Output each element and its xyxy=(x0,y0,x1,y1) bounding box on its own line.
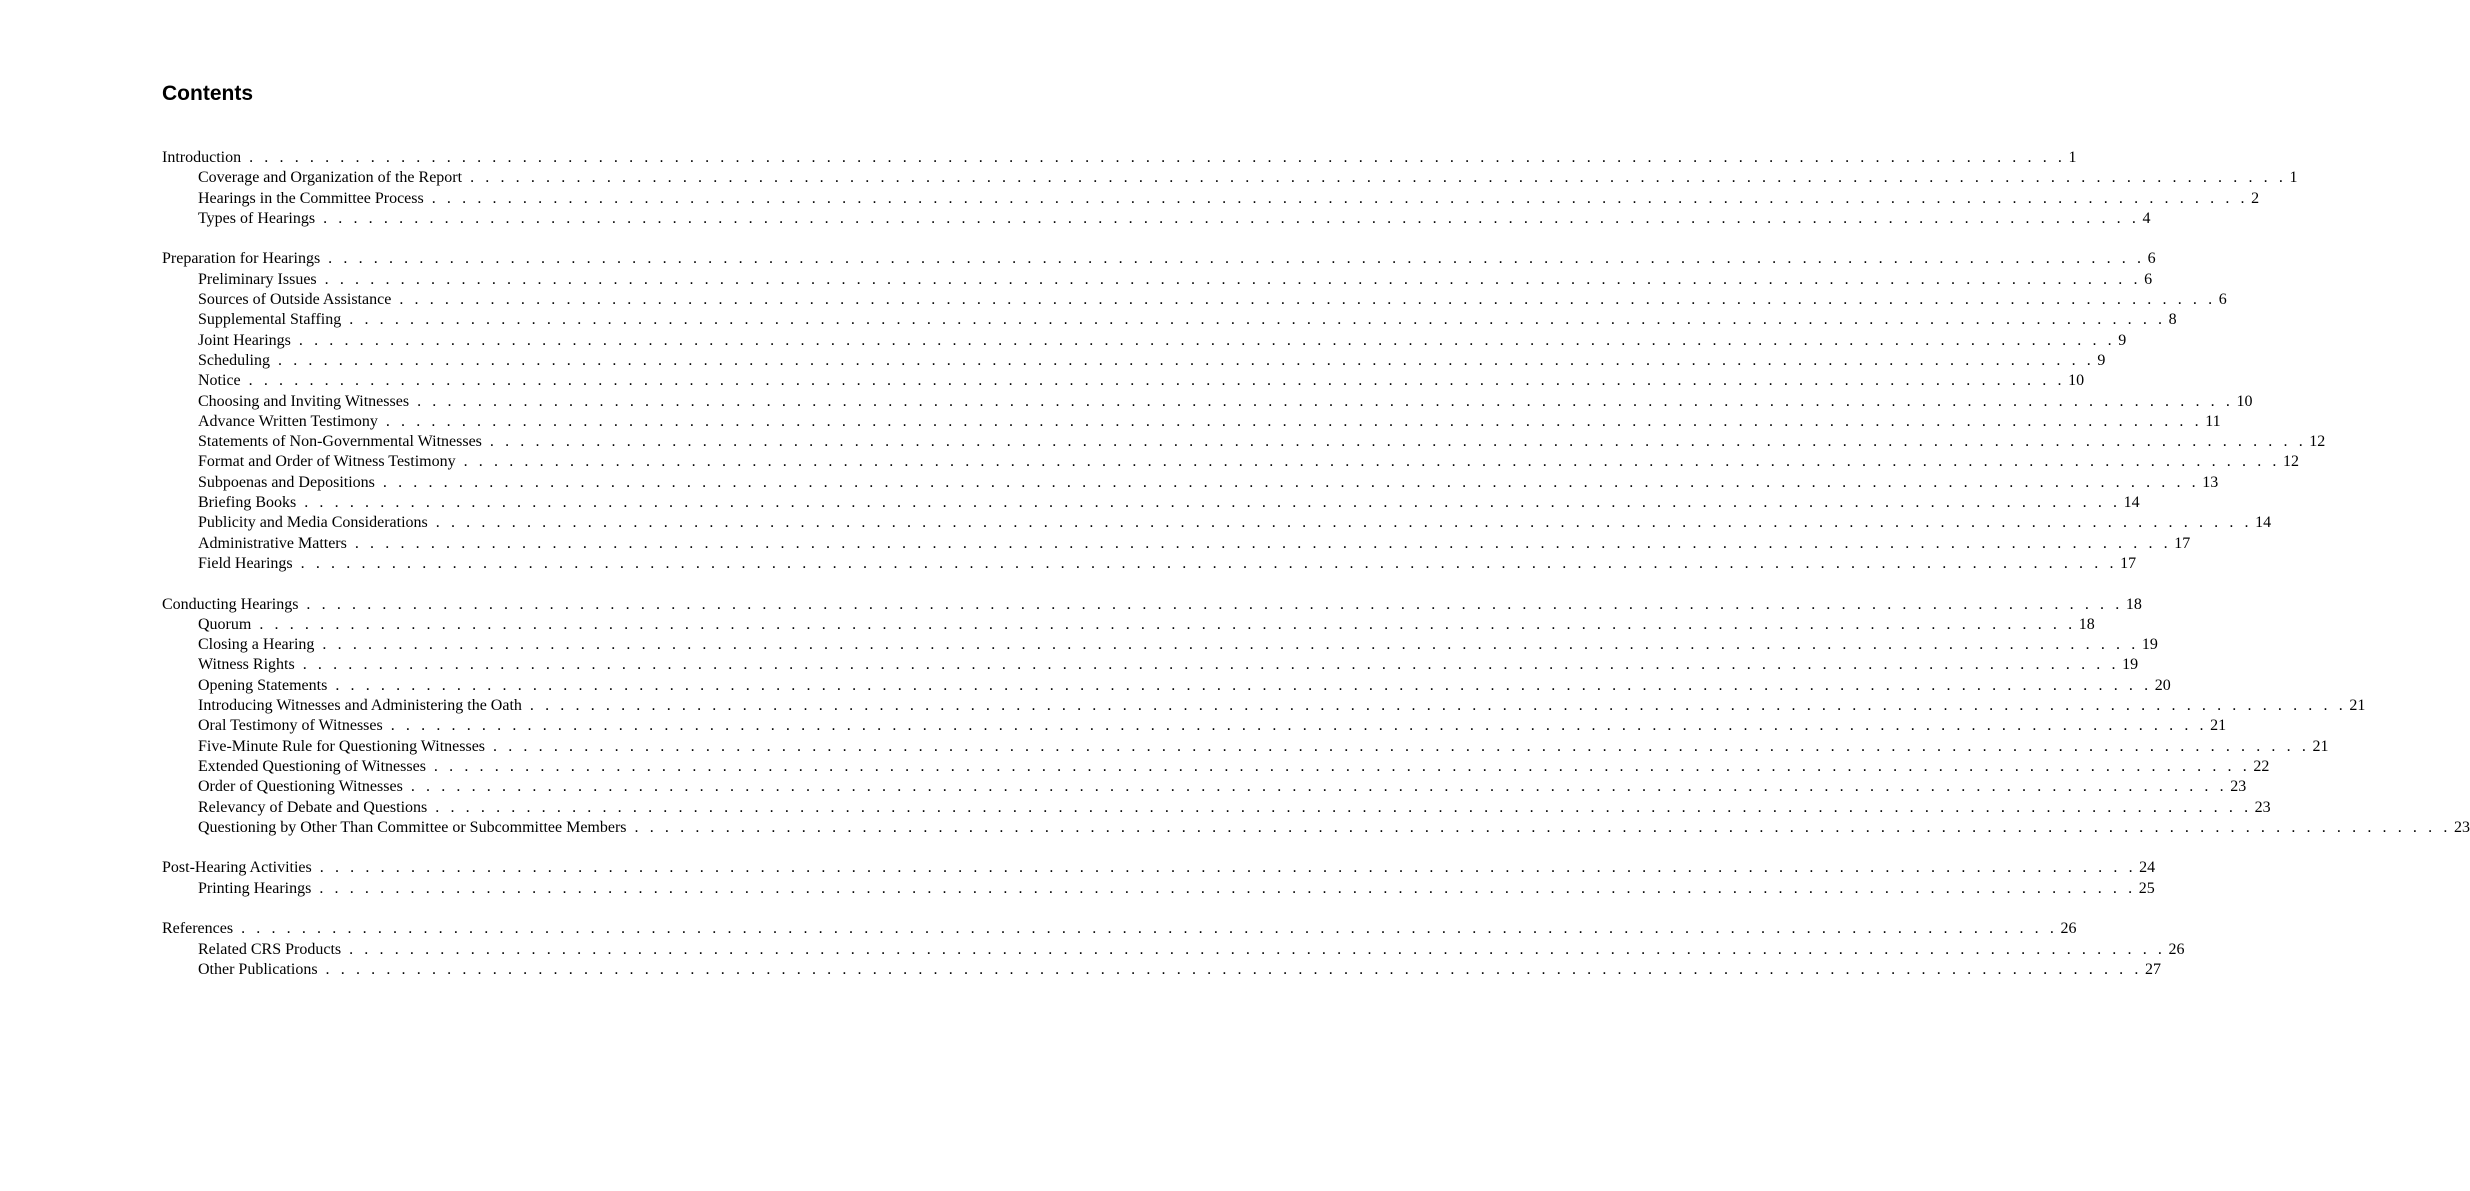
toc-page-number: 8 xyxy=(2168,311,2177,329)
dot-leader: . . . . . . . . . . . . . . . . . . . . . . . . . . . . . . . . . . . . . . . . . . . . . . . . . . . . . . . . . . . . . . . . . . . . . . . . . . . . . . . . . . . . . . . . . . . . . . . . . . . . . . . . . . . . . . . . . . . . . . . . xyxy=(385,412,2203,430)
toc-entry-title: Printing Hearings xyxy=(198,879,312,897)
toc-entry[interactable] xyxy=(162,249,2156,269)
toc-entry[interactable] xyxy=(162,919,2077,939)
toc-subentry[interactable] xyxy=(162,290,2227,310)
toc-subentry[interactable] xyxy=(162,209,2151,229)
toc-section xyxy=(162,249,2326,574)
dot-leader: . . . . . . . . . . . . . . . . . . . . . . . . . . . . . . . . . . . . . . . . . . . . . . . . . . . . . . . . . . . . . . . . . . . . . . . . . . . . . . . . . . . . . . . . . . . . . . . . . . . . . . . . . . . . . . . . . . . . . . . . xyxy=(529,697,2347,715)
toc-page-number: 12 xyxy=(2283,453,2300,471)
toc-page-number: 1 xyxy=(2289,169,2298,187)
toc-page-number: 10 xyxy=(2068,372,2085,390)
dot-leader: . . . . . . . . . . . . . . . . . . . . . . . . . . . . . . . . . . . . . . . . . . . . . . . . . . . . . . . . . . . . . . . . . . . . . . . . . . . . . . . . . . . . . . . . . . . . . . . . . . . . . . . . . . . . . . . . . . . . . . . . xyxy=(278,351,2095,369)
toc-entry-title: Quorum xyxy=(198,615,252,633)
toc-subentry[interactable] xyxy=(162,513,2272,533)
dot-leader: . . . . . . . . . . . . . . . . . . . . . . . . . . . . . . . . . . . . . . . . . . . . . . . . . . . . . . . . . . . . . . . . . . . . . . . . . . . . . . . . . . . . . . . . . . . . . . . . . . . . . . . . . . . . . . . . . . . . . . . . xyxy=(319,859,2137,877)
toc-entry-title: Briefing Books xyxy=(198,494,297,512)
toc-entry-title: Administrative Matters xyxy=(198,534,347,552)
toc-subentry[interactable] xyxy=(162,392,2253,412)
toc-subentry[interactable] xyxy=(162,412,2221,432)
dot-leader: . . . . . . . . . . . . . . . . . . . . . . . . . . . . . . . . . . . . . . . . . . . . . . . . . . . . . . . . . . . . . . . . . . . . . . . . . . . . . . . . . . . . . . . . . . . . . . . . . . . . . . . . . . . . . . . . . . . . . . . . xyxy=(328,250,2145,268)
dot-leader: . . . . . . . . . . . . . . . . . . . . . . . . . . . . . . . . . . . . . . . . . . . . . . . . . . . . . . . . . . . . . . . . . . . . . . . . . . . . . . . . . . . . . . . . . . . . . . . . . . . . . . . . . . . . . . . . . . . . . . . . xyxy=(410,778,2228,796)
toc-page-number: 17 xyxy=(2120,554,2137,572)
dot-leader: . . . . . . . . . . . . . . . . . . . . . . . . . . . . . . . . . . . . . . . . . . . . . . . . . . . . . . . . . . . . . . . . . . . . . . . . . . . . . . . . . . . . . . . . . . . . . . . . . . . . . . . . . . . . . . . . . . . . . . . . xyxy=(390,717,2208,735)
toc-entry-title: Introducing Witnesses and Administering the Oath xyxy=(198,697,522,715)
toc-entry-title: Sources of Outside Assistance xyxy=(198,291,392,309)
toc-subentry[interactable] xyxy=(162,757,2270,777)
dot-leader: . . . . . . . . . . . . . . . . . . . . . . . . . . . . . . . . . . . . . . . . . . . . . . . . . . . . . . . . . . . . . . . . . . . . . . . . . . . . . . . . . . . . . . . . . . . . . . . . . . . . . . . . . . . . . . . . . . . . . . . . xyxy=(417,392,2234,410)
toc-section xyxy=(162,148,2298,229)
dot-leader: . . . . . . . . . . . . . . . . . . . . . . . . . . . . . . . . . . . . . . . . . . . . . . . . . . . . . . . . . . . . . . . . . . . . . . . . . . . . . . . . . . . . . . . . . . . . . . . . . . . . . . . . . . . . . . . . . . . . . . . . xyxy=(298,331,2116,349)
toc-page-number: 9 xyxy=(2118,331,2127,349)
toc-page-number: 6 xyxy=(2147,250,2156,268)
toc-entry-title: Choosing and Inviting Witnesses xyxy=(198,392,410,410)
toc-subentry[interactable] xyxy=(162,737,2329,757)
toc-subentry[interactable] xyxy=(162,798,2271,818)
toc-subentry[interactable] xyxy=(162,189,2260,209)
toc-entry-title: References xyxy=(162,920,234,938)
toc-subentry[interactable] xyxy=(162,818,2470,838)
toc-entry-title: Other Publications xyxy=(198,960,318,978)
toc-entry-title: Oral Testimony of Witnesses xyxy=(198,717,383,735)
toc-subentry[interactable] xyxy=(162,168,2298,188)
toc-subentry[interactable] xyxy=(162,534,2191,554)
toc-entry-title: Scheduling xyxy=(198,351,270,369)
toc-page-number: 1 xyxy=(2068,149,2077,166)
toc-page-number: 17 xyxy=(2174,534,2191,552)
toc-page-number: 21 xyxy=(2349,697,2366,715)
toc-subentry[interactable] xyxy=(162,554,2137,574)
toc-entry-title: Format and Order of Witness Testimony xyxy=(198,453,456,471)
toc-page-number: 10 xyxy=(2236,392,2253,410)
dot-leader: . . . . . . . . . . . . . . . . . . . . . . . . . . . . . . . . . . . . . . . . . . . . . . . . . . . . . . . . . . . . . . . . . . . . . . . . . . . . . . . . . . . . . . . . . . . . . . . . . . . . . . . . . . . . . . . . . . . . . . . . xyxy=(431,189,2249,207)
toc-page-number: 22 xyxy=(2253,757,2270,775)
toc-page-number: 13 xyxy=(2202,473,2219,491)
toc-page-number: 11 xyxy=(2205,412,2221,430)
dot-leader: . . . . . . . . . . . . . . . . . . . . . . . . . . . . . . . . . . . . . . . . . . . . . . . . . . . . . . . . . . . . . . . . . . . . . . . . . . . . . . . . . . . . . . . . . . . . . . . . . . . . . . . . . . . . . . . . . . . . . . . . xyxy=(324,270,2142,288)
toc-page-number: 25 xyxy=(2138,879,2155,897)
toc-page-number: 19 xyxy=(2122,656,2139,674)
toc-page-number: 2 xyxy=(2251,189,2260,207)
dot-leader: . . . . . . . . . . . . . . . . . . . . . . . . . . . . . . . . . . . . . . . . . . . . . . . . . . . . . . . . . . . . . . . . . . . . . . . . . . . . . . . . . . . . . . . . . . . . . . . . . . . . . . . . . . . . . . . . . . . . . . . . xyxy=(634,818,2451,836)
toc-subentry[interactable] xyxy=(162,432,2326,452)
toc-page-number: 18 xyxy=(2078,615,2095,633)
toc-entry-title: Post-Hearing Activities xyxy=(162,859,312,877)
dot-leader: . . . . . . . . . . . . . . . . . . . . . . . . . . . . . . . . . . . . . . . . . . . . . . . . . . . . . . . . . . . . . . . . . . . . . . . . . . . . . . . . . . . . . . . . . . . . . . . . . . . . . . . . . . . . . . . . . . . . . . . . xyxy=(399,291,2216,309)
toc-subentry[interactable] xyxy=(162,371,2085,391)
toc-page-number: 23 xyxy=(2254,798,2271,816)
toc-entry-title: Statements of Non-Governmental Witnesses xyxy=(198,433,482,451)
dot-leader: . . . . . . . . . . . . . . . . . . . . . . . . . . . . . . . . . . . . . . . . . . . . . . . . . . . . . . . . . . . . . . . . . . . . . . . . . . . . . . . . . . . . . . . . . . . . . . . . . . . . . . . . . . . . . . . . . . . . . . . . xyxy=(300,554,2118,572)
toc-page-number: 6 xyxy=(2144,270,2153,288)
toc-entry-title: Relevancy of Debate and Questions xyxy=(198,798,428,816)
toc-page-number: 14 xyxy=(2123,494,2140,512)
dot-leader: . . . . . . . . . . . . . . . . . . . . . . . . . . . . . . . . . . . . . . . . . . . . . . . . . . . . . . . . . . . . . . . . . . . . . . . . . . . . . . . . . . . . . . . . . . . . . . . . . . . . . . . . . . . . . . . . . . . . . . . . xyxy=(306,595,2123,613)
dot-leader: . . . . . . . . . . . . . . . . . . . . . . . . . . . . . . . . . . . . . . . . . . . . . . . . . . . . . . . . . . . . . . . . . . . . . . . . . . . . . . . . . . . . . . . . . . . . . . . . . . . . . . . . . . . . . . . . . . . . . . . . xyxy=(470,169,2287,187)
toc-page-number: 27 xyxy=(2144,960,2161,978)
toc-entry-title: Joint Hearings xyxy=(198,331,291,349)
toc-subentry[interactable] xyxy=(162,879,2155,899)
toc-entry-title: Conducting Hearings xyxy=(162,595,299,613)
toc-section xyxy=(162,858,2156,899)
toc-page-number: 26 xyxy=(2168,940,2185,958)
toc-entry-title: Supplemental Staffing xyxy=(198,311,342,329)
toc-subentry[interactable] xyxy=(162,270,2153,290)
toc-section xyxy=(162,595,2470,839)
toc-subentry[interactable] xyxy=(162,615,2095,635)
dot-leader: . . . . . . . . . . . . . . . . . . . . . . . . . . . . . . . . . . . . . . . . . . . . . . . . . . . . . . . . . . . . . . . . . . . . . . . . . . . . . . . . . . . . . . . . . . . . . . . . . . . . . . . . . . . . . . . . . . . . . . . . xyxy=(249,149,2066,166)
dot-leader: . . . . . . . . . . . . . . . . . . . . . . . . . . . . . . . . . . . . . . . . . . . . . . . . . . . . . . . . . . . . . . . . . . . . . . . . . . . . . . . . . . . . . . . . . . . . . . . . . . . . . . . . . . . . . . . . . . . . . . . . xyxy=(493,737,2310,755)
dot-leader: . . . . . . . . . . . . . . . . . . . . . . . . . . . . . . . . . . . . . . . . . . . . . . . . . . . . . . . . . . . . . . . . . . . . . . . . . . . . . . . . . . . . . . . . . . . . . . . . . . . . . . . . . . . . . . . . . . . . . . . . xyxy=(319,879,2136,897)
page-title: Contents xyxy=(162,82,253,105)
toc-entry-title: Introduction xyxy=(162,149,242,166)
toc-entry-title: Related CRS Products xyxy=(198,940,342,958)
toc-subentry[interactable] xyxy=(162,676,2171,696)
toc-entry-title: Opening Statements xyxy=(198,676,328,694)
toc-subentry[interactable] xyxy=(162,452,2300,472)
toc-page-number: 19 xyxy=(2141,636,2158,654)
dot-leader: . . . . . . . . . . . . . . . . . . . . . . . . . . . . . . . . . . . . . . . . . . . . . . . . . . . . . . . . . . . . . . . . . . . . . . . . . . . . . . . . . . . . . . . . . . . . . . . . . . . . . . . . . . . . . . . . . . . . . . . . xyxy=(349,311,2166,329)
toc-entry-title: Order of Questioning Witnesses xyxy=(198,778,403,796)
dot-leader: . . . . . . . . . . . . . . . . . . . . . . . . . . . . . . . . . . . . . . . . . . . . . . . . . . . . . . . . . . . . . . . . . . . . . . . . . . . . . . . . . . . . . . . . . . . . . . . . . . . . . . . . . . . . . . . . . . . . . . . . xyxy=(323,209,2140,227)
dot-leader: . . . . . . . . . . . . . . . . . . . . . . . . . . . . . . . . . . . . . . . . . . . . . . . . . . . . . . . . . . . . . . . . . . . . . . . . . . . . . . . . . . . . . . . . . . . . . . . . . . . . . . . . . . . . . . . . . . . . . . . . xyxy=(335,676,2152,694)
toc-page xyxy=(162,80,2470,1000)
dot-leader: . . . . . . . . . . . . . . . . . . . . . . . . . . . . . . . . . . . . . . . . . . . . . . . . . . . . . . . . . . . . . . . . . . . . . . . . . . . . . . . . . . . . . . . . . . . . . . . . . . . . . . . . . . . . . . . . . . . . . . . . xyxy=(325,960,2142,978)
dot-leader: . . . . . . . . . . . . . . . . . . . . . . . . . . . . . . . . . . . . . . . . . . . . . . . . . . . . . . . . . . . . . . . . . . . . . . . . . . . . . . . . . . . . . . . . . . . . . . . . . . . . . . . . . . . . . . . . . . . . . . . . xyxy=(489,433,2307,451)
toc-entry[interactable] xyxy=(162,148,2077,168)
toc-page-number: 24 xyxy=(2139,859,2156,877)
toc-subentry[interactable] xyxy=(162,473,2219,493)
dot-leader: . . . . . . . . . . . . . . . . . . . . . . . . . . . . . . . . . . . . . . . . . . . . . . . . . . . . . . . . . . . . . . . . . . . . . . . . . . . . . . . . . . . . . . . . . . . . . . . . . . . . . . . . . . . . . . . . . . . . . . . . xyxy=(302,656,2120,674)
toc-entry-title: Publicity and Media Considerations xyxy=(198,514,428,532)
dot-leader: . . . . . . . . . . . . . . . . . . . . . . . . . . . . . . . . . . . . . . . . . . . . . . . . . . . . . . . . . . . . . . . . . . . . . . . . . . . . . . . . . . . . . . . . . . . . . . . . . . . . . . . . . . . . . . . . . . . . . . . . xyxy=(241,920,2058,938)
toc-entry[interactable] xyxy=(162,595,2142,615)
toc-page-number: 23 xyxy=(2453,818,2470,836)
toc-entry[interactable] xyxy=(162,858,2156,878)
dot-leader: . . . . . . . . . . . . . . . . . . . . . . . . . . . . . . . . . . . . . . . . . . . . . . . . . . . . . . . . . . . . . . . . . . . . . . . . . . . . . . . . . . . . . . . . . . . . . . . . . . . . . . . . . . . . . . . . . . . . . . . . xyxy=(433,757,2251,775)
toc-subentry[interactable] xyxy=(162,351,2106,371)
toc-entry-title: Field Hearings xyxy=(198,554,293,572)
toc-page-number: 21 xyxy=(2312,737,2329,755)
toc-entry-title: Witness Rights xyxy=(198,656,295,674)
toc-page-number: 12 xyxy=(2309,433,2326,451)
toc-entry-title: Closing a Hearing xyxy=(198,636,315,654)
toc-entry-title: Coverage and Organization of the Report xyxy=(198,169,463,187)
toc-page-number: 6 xyxy=(2218,291,2227,309)
dot-leader: . . . . . . . . . . . . . . . . . . . . . . . . . . . . . . . . . . . . . . . . . . . . . . . . . . . . . . . . . . . . . . . . . . . . . . . . . . . . . . . . . . . . . . . . . . . . . . . . . . . . . . . . . . . . . . . . . . . . . . . . xyxy=(435,798,2252,816)
dot-leader: . . . . . . . . . . . . . . . . . . . . . . . . . . . . . . . . . . . . . . . . . . . . . . . . . . . . . . . . . . . . . . . . . . . . . . . . . . . . . . . . . . . . . . . . . . . . . . . . . . . . . . . . . . . . . . . . . . . . . . . . xyxy=(248,372,2066,390)
toc-entry-title: Questioning by Other Than Committee or Subcommittee Members xyxy=(198,818,627,836)
dot-leader: . . . . . . . . . . . . . . . . . . . . . . . . . . . . . . . . . . . . . . . . . . . . . . . . . . . . . . . . . . . . . . . . . . . . . . . . . . . . . . . . . . . . . . . . . . . . . . . . . . . . . . . . . . . . . . . . . . . . . . . . xyxy=(382,473,2200,491)
toc-page-number: 23 xyxy=(2230,778,2247,796)
toc-subentry[interactable] xyxy=(162,777,2247,797)
toc-subentry[interactable] xyxy=(162,960,2161,980)
toc-entry-title: Preliminary Issues xyxy=(198,270,317,288)
dot-leader: . . . . . . . . . . . . . . . . . . . . . . . . . . . . . . . . . . . . . . . . . . . . . . . . . . . . . . . . . . . . . . . . . . . . . . . . . . . . . . . . . . . . . . . . . . . . . . . . . . . . . . . . . . . . . . . . . . . . . . . . xyxy=(259,615,2076,633)
toc-subentry[interactable] xyxy=(162,493,2140,513)
toc-page-number: 4 xyxy=(2142,209,2151,227)
toc-page-number: 21 xyxy=(2210,717,2227,735)
toc-entry-title: Types of Hearings xyxy=(198,209,316,227)
toc-page-number: 9 xyxy=(2097,351,2106,369)
toc-entry-title: Extended Questioning of Witnesses xyxy=(198,757,426,775)
dot-leader: . . . . . . . . . . . . . . . . . . . . . . . . . . . . . . . . . . . . . . . . . . . . . . . . . . . . . . . . . . . . . . . . . . . . . . . . . . . . . . . . . . . . . . . . . . . . . . . . . . . . . . . . . . . . . . . . . . . . . . . . xyxy=(463,453,2281,471)
toc-entry-title: Five-Minute Rule for Questioning Witnesses xyxy=(198,737,486,755)
toc-entry-title: Preparation for Hearings xyxy=(162,250,321,268)
dot-leader: . . . . . . . . . . . . . . . . . . . . . . . . . . . . . . . . . . . . . . . . . . . . . . . . . . . . . . . . . . . . . . . . . . . . . . . . . . . . . . . . . . . . . . . . . . . . . . . . . . . . . . . . . . . . . . . . . . . . . . . . xyxy=(304,494,2121,512)
toc-subentry[interactable] xyxy=(162,655,2139,675)
table-of-contents xyxy=(162,148,2470,980)
toc-entry-title: Notice xyxy=(198,372,241,390)
toc-subentry[interactable] xyxy=(162,635,2158,655)
dot-leader: . . . . . . . . . . . . . . . . . . . . . . . . . . . . . . . . . . . . . . . . . . . . . . . . . . . . . . . . . . . . . . . . . . . . . . . . . . . . . . . . . . . . . . . . . . . . . . . . . . . . . . . . . . . . . . . . . . . . . . . . xyxy=(349,940,2166,958)
toc-entry-title: Hearings in the Committee Process xyxy=(198,189,424,207)
toc-subentry[interactable] xyxy=(162,310,2177,330)
toc-page-number: 18 xyxy=(2125,595,2142,613)
toc-section xyxy=(162,919,2185,980)
toc-subentry[interactable] xyxy=(162,716,2227,736)
toc-page-number: 14 xyxy=(2255,514,2272,532)
dot-leader: . . . . . . . . . . . . . . . . . . . . . . . . . . . . . . . . . . . . . . . . . . . . . . . . . . . . . . . . . . . . . . . . . . . . . . . . . . . . . . . . . . . . . . . . . . . . . . . . . . . . . . . . . . . . . . . . . . . . . . . . xyxy=(354,534,2172,552)
toc-subentry[interactable] xyxy=(162,696,2366,716)
toc-page-number: 20 xyxy=(2154,676,2171,694)
toc-page-number: 26 xyxy=(2060,920,2077,938)
toc-subentry[interactable] xyxy=(162,331,2127,351)
toc-entry-title: Subpoenas and Depositions xyxy=(198,473,375,491)
dot-leader: . . . . . . . . . . . . . . . . . . . . . . . . . . . . . . . . . . . . . . . . . . . . . . . . . . . . . . . . . . . . . . . . . . . . . . . . . . . . . . . . . . . . . . . . . . . . . . . . . . . . . . . . . . . . . . . . . . . . . . . . xyxy=(435,514,2253,532)
toc-entry-title: Advance Written Testimony xyxy=(198,412,378,430)
toc-subentry[interactable] xyxy=(162,940,2185,960)
dot-leader: . . . . . . . . . . . . . . . . . . . . . . . . . . . . . . . . . . . . . . . . . . . . . . . . . . . . . . . . . . . . . . . . . . . . . . . . . . . . . . . . . . . . . . . . . . . . . . . . . . . . . . . . . . . . . . . . . . . . . . . . xyxy=(322,636,2139,654)
